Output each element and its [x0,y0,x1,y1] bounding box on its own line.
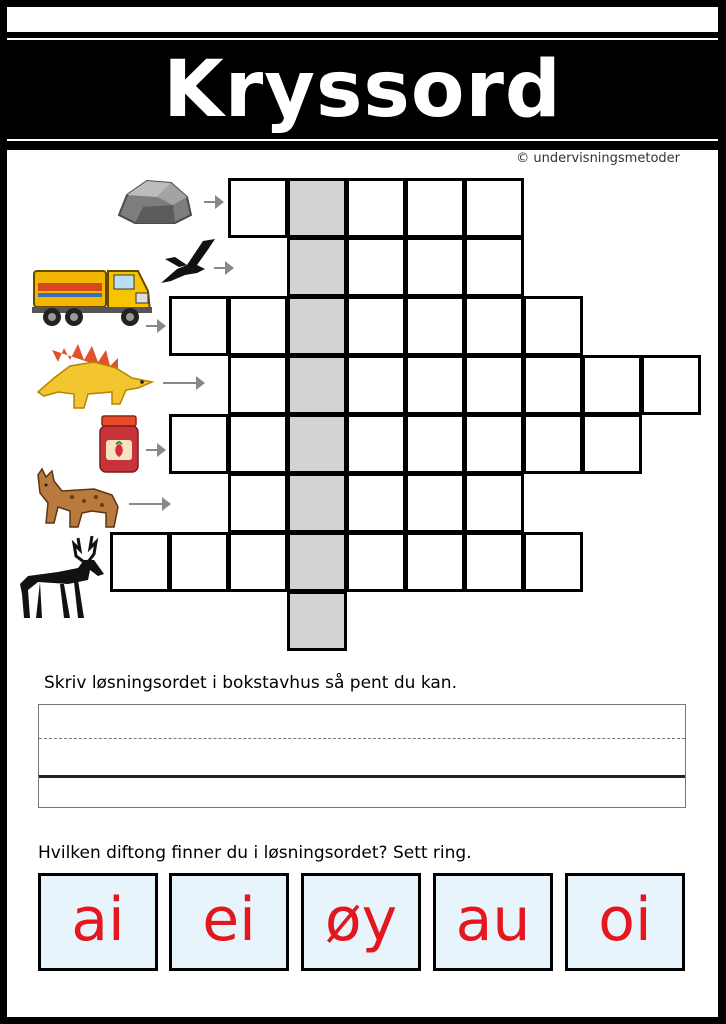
crossword-cell[interactable] [346,473,406,533]
crossword-cell[interactable] [641,355,701,415]
crossword-cell[interactable] [405,355,465,415]
instruction-write-solution: Skriv løsningsordet i bokstavhus så pent du kan. [44,673,457,693]
crossword-cell[interactable] [405,237,465,297]
diphthong-option-oy[interactable] [301,873,421,971]
crossword-cell[interactable] [464,296,524,356]
crossword-cell[interactable] [464,414,524,474]
title-bar [7,32,718,150]
solution-cell[interactable] [287,237,347,297]
crossword-cell[interactable] [346,355,406,415]
crossword-cell[interactable] [169,414,229,474]
crossword-cell[interactable] [346,414,406,474]
arrow-icon [163,376,205,390]
crossword-cell[interactable] [464,355,524,415]
crossword-cell[interactable] [582,355,642,415]
copyright-text: © undervisningsmetoder [516,151,680,166]
crossword-cell[interactable] [228,473,288,533]
lynx-icon [32,467,124,531]
diphthong-label: au [455,885,531,955]
crossword-cell[interactable] [523,532,583,592]
crossword-cell[interactable] [346,296,406,356]
baseline [39,775,685,778]
solution-cell[interactable] [287,591,347,651]
midline [39,738,685,739]
title-bottom-rule [7,139,718,141]
crossword-cell[interactable] [169,296,229,356]
diphthong-option-ai[interactable] [38,873,158,971]
reindeer-icon [18,534,112,620]
arrow-icon [129,497,171,511]
crossword-cell[interactable] [405,414,465,474]
arrow-icon [146,443,166,457]
crossword-cell[interactable] [582,414,642,474]
solution-cell[interactable] [287,473,347,533]
crossword-cell[interactable] [228,532,288,592]
rock-icon [113,175,195,227]
crossword-cell[interactable] [405,532,465,592]
crossword-cell[interactable] [405,178,465,238]
page-title: Kryssord [163,45,562,135]
diphthong-option-oi[interactable] [565,873,685,971]
diphthong-option-ei[interactable] [169,873,289,971]
solution-cell[interactable] [287,296,347,356]
worksheet [7,7,718,1017]
handwriting-lines[interactable] [38,704,686,808]
crossword-cell[interactable] [464,178,524,238]
crossword-cell[interactable] [405,296,465,356]
crossword-cell[interactable] [464,473,524,533]
crossword-cell[interactable] [110,532,170,592]
crossword-cell[interactable] [346,178,406,238]
diphthong-label: øy [324,885,398,955]
solution-cell[interactable] [287,532,347,592]
crossword-cell[interactable] [228,178,288,238]
arrow-icon [204,195,224,209]
crossword-cell[interactable] [228,296,288,356]
diphthong-label: ei [202,885,256,955]
diphthong-label: ai [71,885,125,955]
truck-icon [30,257,154,331]
crossword-cell[interactable] [464,237,524,297]
eagle-icon [157,235,219,287]
solution-cell[interactable] [287,355,347,415]
crossword-cell[interactable] [346,532,406,592]
crossword-cell[interactable] [228,414,288,474]
crossword-cell[interactable] [228,355,288,415]
crossword-cell[interactable] [523,296,583,356]
diphthong-label: oi [598,885,652,955]
diphthong-option-au[interactable] [433,873,553,971]
dinosaur-icon [34,340,156,414]
crossword-cell[interactable] [405,473,465,533]
crossword-cell[interactable] [464,532,524,592]
crossword-cell[interactable] [169,532,229,592]
crossword-cell[interactable] [346,237,406,297]
instruction-circle-diphthong: Hvilken diftong finner du i løsningsordet? Sett ring. [38,843,472,863]
crossword-cell[interactable] [523,355,583,415]
solution-cell[interactable] [287,178,347,238]
solution-cell[interactable] [287,414,347,474]
crossword-cell[interactable] [523,414,583,474]
